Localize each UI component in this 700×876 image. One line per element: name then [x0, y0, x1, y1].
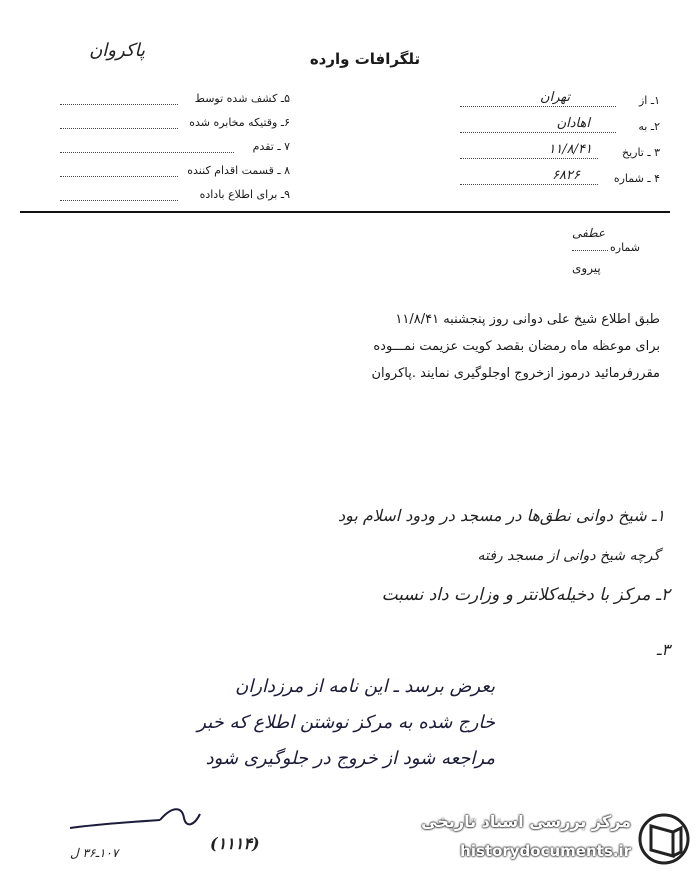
field-value-number: ۶۸۲۶	[552, 168, 580, 183]
handwritten-note-1: ۱ـ شیخ دوانی نطق‌ها در مسجد در ودود اسلام بود	[337, 506, 665, 525]
field-label-5: ۵ـ کشف شده توسط	[194, 92, 290, 105]
field-value-from: تهران	[540, 90, 570, 105]
handwritten-note-2: گرچه شیخ دوانی از مسجد رفته	[477, 548, 660, 564]
field-label-9: ۹ـ برای اطلاع باداده	[199, 188, 290, 201]
field-value-to: اهادان	[556, 116, 590, 131]
field-dots-6	[60, 128, 178, 129]
field-dots-number	[460, 184, 598, 185]
header-divider	[20, 211, 670, 213]
left-field-5	[60, 92, 290, 110]
watermark	[420, 808, 695, 872]
watermark-url: historydocuments.ir	[460, 842, 631, 860]
watermark-org-name: مرکز بررسی اسناد تاریخی	[421, 812, 631, 831]
handwritten-note-3: ۲ـ مرکز با دخیله‌کلانتر و وزارت داد نسبت	[381, 585, 670, 605]
reference-label: شماره	[610, 241, 641, 254]
body-line-1: طبق اطلاع شیخ علی دوانی روز پنجشنبه ۱۱/۸/۴۱	[395, 312, 660, 327]
right-field-number	[460, 170, 660, 188]
field-dots-to	[460, 132, 616, 133]
field-dots-date	[460, 158, 598, 159]
field-label-date: ۳ ـ تاریخ	[621, 146, 660, 159]
watermark-logo-icon	[637, 812, 691, 866]
bottom-date-note: ۱۰۷ـ۳۶ ل	[70, 846, 119, 860]
handwritten-name-top: پاکروان	[89, 40, 145, 61]
handwritten-instruction-1: بعرض برسد ـ این نامه از مرزداران	[235, 676, 495, 697]
left-field-8	[60, 164, 290, 182]
field-dots-7	[60, 152, 234, 153]
reference-followup: پیروی	[572, 261, 601, 275]
document-title: تلگرافات وارده	[309, 50, 421, 68]
field-label-6: ۶ـ وقتیکه مخابره شده	[189, 116, 290, 129]
reference-stamp-word: عطفی	[572, 226, 606, 240]
field-dots-9	[60, 200, 178, 201]
field-dots-from	[460, 106, 616, 107]
bottom-stamp-number: (۱۱۱۴)	[210, 834, 260, 853]
field-dots-5	[60, 104, 178, 105]
left-field-7	[60, 140, 290, 158]
right-field-date	[460, 144, 660, 162]
right-field-to	[460, 118, 660, 136]
field-label-8: ۸ ـ قسمت اقدام کننده	[187, 164, 290, 177]
handwritten-note-4: ۳ـ	[656, 640, 670, 659]
reference-dots	[572, 250, 608, 251]
left-field-6	[60, 116, 290, 134]
field-label-to: ۲ـ به	[638, 120, 660, 133]
handwritten-instruction-3: مراجعه شود از خروج در جلوگیری شود	[205, 748, 495, 769]
field-label-from: ۱ـ از	[638, 94, 660, 107]
body-line-2: برای موعظه ماه رمضان بقصد کویت عزیمت نمـــوده	[373, 339, 660, 354]
body-line-3: مقررفرمائید درموز ازخروج اوجلوگیری نمایند .پاکروان	[371, 366, 660, 381]
field-value-date: ۱۱/۸/۴۱	[548, 142, 592, 157]
field-label-7: ۷ ـ تقدم	[252, 140, 290, 153]
field-dots-8	[60, 176, 178, 177]
left-field-9	[60, 188, 290, 206]
handwritten-instruction-2: خارج شده به مرکز نوشتن اطلاع که خبر	[197, 712, 495, 733]
signature-scribble	[60, 800, 220, 840]
right-field-from	[460, 92, 660, 110]
field-label-number: ۴ ـ شماره	[613, 172, 660, 185]
